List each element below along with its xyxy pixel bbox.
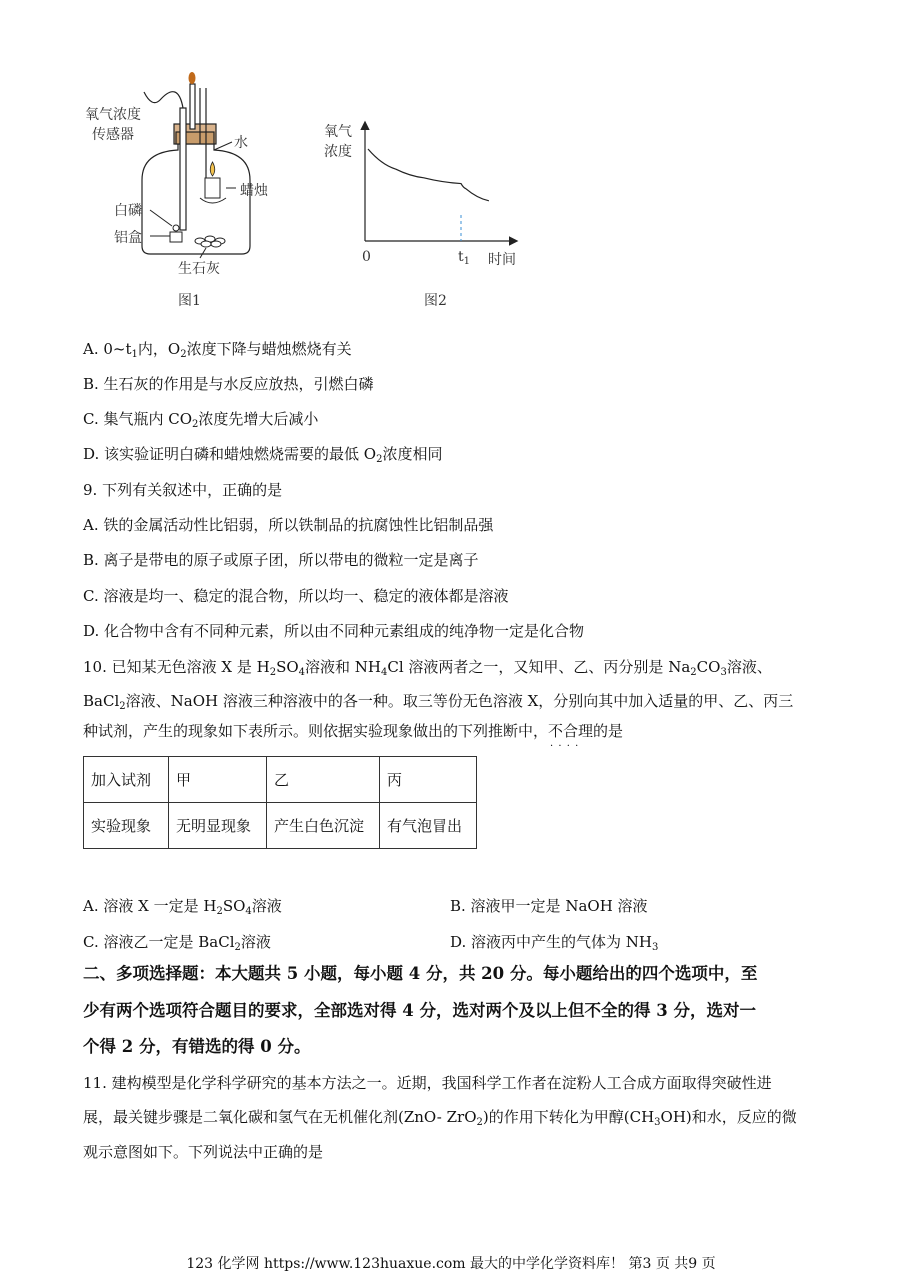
al-box-label: 铝盒 (114, 230, 142, 246)
quicklime-label: 生石灰 (178, 261, 220, 277)
section-2-heading-line-3: 个得 2 分，有错选的得 0 分。 (83, 1037, 311, 1056)
table-row (84, 757, 477, 803)
figure-1 (80, 70, 280, 315)
table-cell: 无明显现象 (169, 803, 267, 849)
quicklime-icon (195, 236, 225, 258)
sensor-label-2: 传感器 (92, 127, 134, 143)
oxygen-curve (368, 149, 489, 201)
table-cell: 产生白色沉淀 (267, 803, 380, 849)
q9-option-d: D. 化合物中含有不同种元素，所以由不同种元素组成的纯净物一定是化合物 (83, 622, 585, 640)
observation-table (83, 756, 477, 849)
table-cell: 有气泡冒出 (380, 803, 477, 849)
sensor-label: 氧气浓度 (85, 107, 141, 123)
q8-option-c: C. 集气瓶内 $CO_2$浓度先增大后减小 (83, 410, 319, 430)
q10-stem-line-2: BaCl$_2$溶液、NaOH 溶液三种溶液中的各一种。取三等份无色溶液 X，分别向其中加入适量的甲、乙、丙三 (83, 692, 794, 712)
x-label: 时间 (488, 252, 516, 268)
phosphorus-label: 白磷 (114, 203, 142, 219)
figure-2 (320, 115, 530, 315)
q9-option-a: A. 铁的金属活动性比铝弱，所以铁制品的抗腐蚀性比铝制品强 (83, 516, 494, 534)
page-footer: 123 化学网 https://www.123huaxue.com 最大的中学化学资料库！ 第3 页 共9 页 (186, 1256, 716, 1272)
table-cell: 甲 (169, 757, 267, 803)
table-row (84, 803, 477, 849)
table-cell: 丙 (380, 757, 477, 803)
q8-option-d: D. 该实验证明白磷和蜡烛燃烧需要的最低 $O_2$浓度相同 (83, 445, 443, 465)
table-cell: 乙 (267, 757, 380, 803)
aluminum-box-icon (150, 210, 182, 242)
y-label-1: 氧气 (324, 124, 352, 140)
q10-stem-line-3: 种试剂，产生的现象如下表所示。则依据实验现象做出的下列推断中，不合理 · · · ·的是 (83, 721, 623, 741)
table-cell: 加入试剂 (84, 757, 169, 803)
q9-option-b: B. 离子是带电的原子或原子团，所以带电的微粒一定是离子 (83, 551, 479, 569)
candle-icon (200, 162, 236, 203)
origin-label: 0 (362, 249, 371, 265)
q10-stem-line-1: 10. 已知某无色溶液 X 是 $H_2SO_4$溶液和 $NH_4Cl$ 溶液两者之一，又知甲、乙、丙分别是 $Na_2CO_3$溶液、 (83, 658, 772, 678)
water-label: 水 (234, 135, 248, 151)
emphasis-text: 不合理 · · · · (548, 722, 593, 740)
q10-option-c: C. 溶液乙一定是 BaCl$_2$溶液 (83, 933, 271, 953)
section-2-heading-line-2: 少有两个选项符合题目的要求，全部选对得 4 分，选对两个及以上但不全的得 3 分，选对一 (83, 1001, 756, 1020)
q9-option-c: C. 溶液是均一、稳定的混合物，所以均一、稳定的液体都是溶液 (83, 587, 509, 605)
q11-stem-line-1: 11. 建构模型是化学科学研究的基本方法之一。近期，我国科学工作者在淀粉人工合成方面取得突破性进 (83, 1074, 772, 1092)
candle-label: 蜡烛 (240, 183, 268, 199)
dropper-bulb-icon (189, 72, 196, 84)
figure-2-caption: 图2 (424, 293, 447, 309)
t1-label: $t_1$ (458, 249, 471, 267)
section-2-heading-line-1: 二、多项选择题：本大题共 5 小题，每小题 4 分，共 20 分。每小题给出的四个选项中，至 (83, 964, 758, 983)
figure-1-caption: 图1 (178, 293, 201, 309)
y-label-2: 浓度 (324, 144, 352, 160)
q11-stem-line-2: 展，最关键步骤是二氧化碳和氢气在无机催化剂(ZnO- ZrO$_2$)的作用下转化为甲醇$(CH_3OH)$和水，反应的微 (83, 1108, 797, 1128)
q9-stem: 9. 下列有关叙述中，正确的是 (83, 481, 283, 499)
table-cell: 实验现象 (84, 803, 169, 849)
q8-option-a: A. $0\sim t_1$内，$O_2$浓度下降与蜡烛燃烧有关 (83, 340, 352, 360)
q10-option-b: B. 溶液甲一定是 NaOH 溶液 (450, 897, 648, 915)
q10-option-a: A. 溶液 X 一定是 $H_2SO_4$溶液 (83, 897, 282, 917)
q10-option-d: D. 溶液丙中产生的气体为 $NH_3$ (450, 933, 659, 953)
q11-stem-line-3: 观示意图如下。下列说法中正确的是 (83, 1143, 324, 1161)
q8-option-b: B. 生石灰的作用是与水反应放热，引燃白磷 (83, 375, 374, 393)
